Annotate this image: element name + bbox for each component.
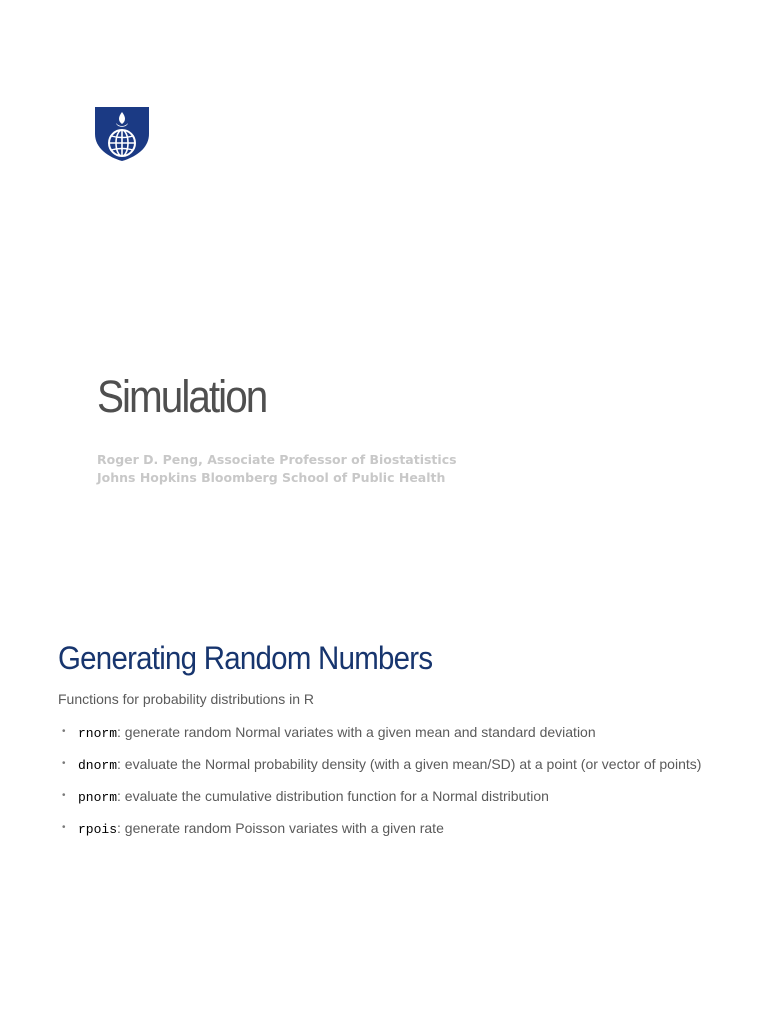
title-block: [97, 366, 457, 487]
list-item: [58, 817, 718, 841]
author-line: Roger D. Peng, Associate Professor of Biostatistics: [97, 452, 457, 467]
bullet-icon: •: [62, 726, 66, 737]
jhu-shield-logo: [94, 106, 150, 162]
affiliation-line: Johns Hopkins Bloomberg School of Public Health: [97, 470, 446, 485]
function-name: pnorm: [78, 790, 118, 805]
bullet-list: [58, 721, 718, 841]
function-description: : generate random Poisson variates with a given rate: [117, 820, 444, 836]
function-description: : generate random Normal variates with a given mean and standard deviation: [117, 724, 596, 740]
content-section: [58, 636, 718, 849]
intro-text: Functions for probability distributions in R: [58, 691, 315, 707]
list-item: [58, 753, 718, 777]
list-item: [58, 785, 718, 809]
bullet-icon: •: [62, 758, 66, 769]
function-description: : evaluate the cumulative distribution function for a Normal distribution: [117, 788, 549, 804]
bullet-icon: •: [62, 822, 66, 833]
list-item: [58, 721, 718, 745]
function-description: : evaluate the Normal probability density (with a given mean/SD) at a point (or vector of points): [117, 756, 702, 772]
section-heading: Generating Random Numbers: [58, 640, 433, 676]
function-name: rpois: [78, 822, 118, 837]
bullet-icon: •: [62, 790, 66, 801]
slide-title: Simulation: [97, 371, 267, 422]
jhu-shield-icon: [94, 106, 150, 162]
subtitle: [97, 451, 457, 487]
function-name: rnorm: [78, 726, 118, 741]
function-name: dnorm: [78, 758, 118, 773]
